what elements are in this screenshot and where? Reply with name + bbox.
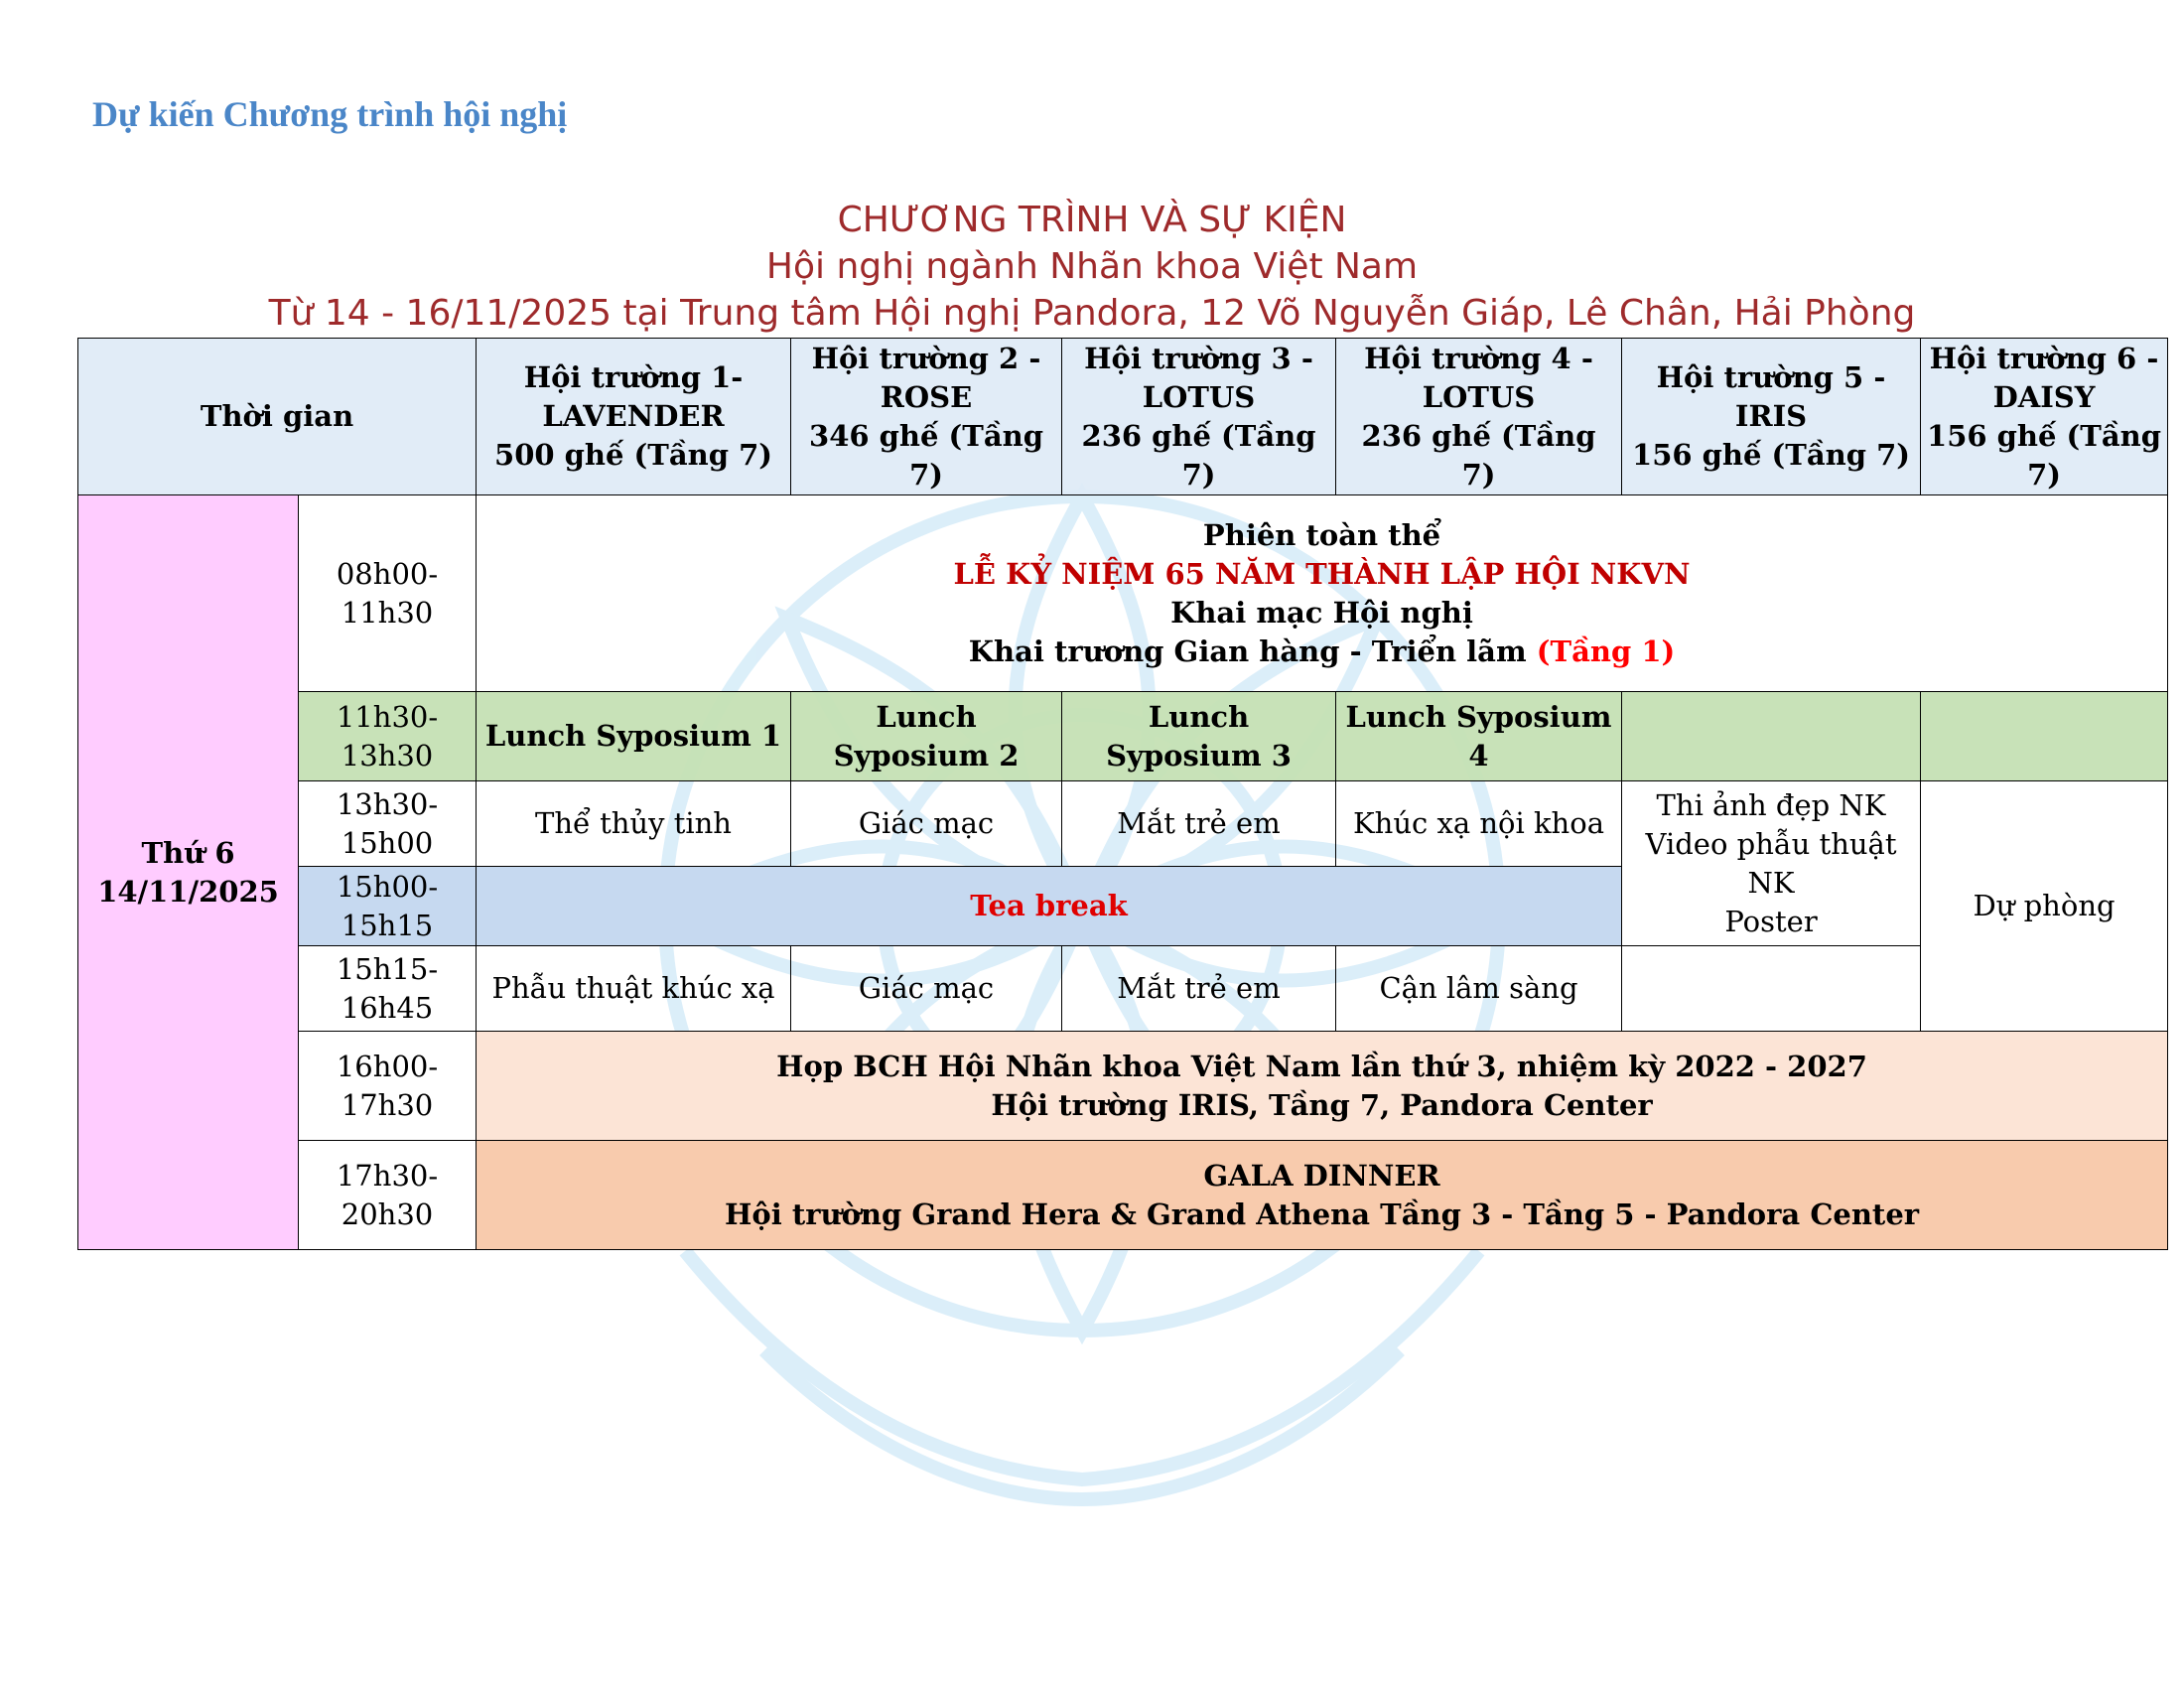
time-slot-4: 15h00-15h15 bbox=[299, 867, 477, 946]
lunch-symposium-1: Lunch Syposium 1 bbox=[477, 692, 791, 781]
lunch-symposium-3: Lunch Syposium 3 bbox=[1062, 692, 1336, 781]
plenary-session: Phiên toàn thể LỄ KỶ NIỆM 65 NĂM THÀNH LẬP HỘI NKVN Khai mạc Hội nghị Khai trương Gian hàng - Triển lãm (Tầng 1) bbox=[477, 495, 2168, 692]
lunch-row bbox=[78, 692, 2168, 781]
session-1-hall-1: Thể thủy tinh bbox=[477, 781, 791, 867]
session-2-hall-4: Cận lâm sàng bbox=[1336, 946, 1622, 1032]
heading-line-2: Hội nghị ngành Nhãn khoa Việt Nam bbox=[765, 246, 1419, 287]
lunch-empty-5 bbox=[1622, 692, 1921, 781]
time-header: Thời gian bbox=[78, 339, 477, 495]
hall-6-header: Hội trường 6 - DAISY 156 ghế (Tầng 7) bbox=[1921, 339, 2168, 495]
time-slot-5: 15h15-16h45 bbox=[299, 946, 477, 1032]
lunch-empty-6 bbox=[1921, 692, 2168, 781]
hall-2-header: Hội trường 2 - ROSE 346 ghế (Tầng 7) bbox=[791, 339, 1062, 495]
session-2-hall-3: Mắt trẻ em bbox=[1062, 946, 1336, 1032]
session-1-hall-2: Giác mạc bbox=[791, 781, 1062, 867]
time-slot-2: 11h30-13h30 bbox=[299, 692, 477, 781]
time-slot-3: 13h30-15h00 bbox=[299, 781, 477, 867]
time-slot-1: 08h00-11h30 bbox=[299, 495, 477, 692]
session-2-hall-2: Giác mạc bbox=[791, 946, 1062, 1032]
session-1-hall-4: Khúc xạ nội khoa bbox=[1336, 781, 1622, 867]
lunch-symposium-4: Lunch Syposium 4 bbox=[1336, 692, 1622, 781]
gala-row bbox=[78, 1141, 2168, 1250]
heading-line-1: CHƯƠNG TRÌNH VÀ SỰ KIỆN bbox=[837, 200, 1347, 240]
session-2-hall-5-empty bbox=[1622, 946, 1921, 1032]
intro-title: Dự kiến Chương trình hội nghị bbox=[92, 94, 568, 134]
session-1-row bbox=[78, 781, 2168, 867]
day-cell: Thứ 6 14/11/2025 bbox=[78, 495, 299, 1250]
plenary-row bbox=[78, 495, 2168, 692]
schedule-table bbox=[77, 338, 2168, 1250]
anniversary-title: LỄ KỶ NIỆM 65 NĂM THÀNH LẬP HỘI NKVN bbox=[953, 556, 1691, 591]
session-2-row bbox=[78, 946, 2168, 1032]
tea-break: Tea break bbox=[477, 867, 1622, 946]
time-slot-7: 17h30-20h30 bbox=[299, 1141, 477, 1250]
hall-3-header: Hội trường 3 - LOTUS 236 ghế (Tầng 7) bbox=[1062, 339, 1336, 495]
session-1-hall-3: Mắt trẻ em bbox=[1062, 781, 1336, 867]
event-heading bbox=[0, 197, 2184, 337]
floor-note: (Tầng 1) bbox=[1536, 633, 1676, 668]
hall-5-activities: Thi ảnh đẹp NK Video phẫu thuật NK Poster bbox=[1622, 781, 1921, 946]
hall-6-reserve: Dự phòng bbox=[1921, 781, 2168, 1032]
bch-meeting: Họp BCH Hội Nhãn khoa Việt Nam lần thứ 3, nhiệm kỳ 2022 - 2027 Hội trường IRIS, Tầng 7, Pandora Center bbox=[477, 1032, 2168, 1141]
gala-dinner: GALA DINNER Hội trường Grand Hera & Grand Athena Tầng 3 - Tầng 5 - Pandora Center bbox=[477, 1141, 2168, 1250]
hall-4-header: Hội trường 4 - LOTUS 236 ghế (Tầng 7) bbox=[1336, 339, 1622, 495]
hall-1-header: Hội trường 1- LAVENDER 500 ghế (Tầng 7) bbox=[477, 339, 791, 495]
bch-row bbox=[78, 1032, 2168, 1141]
heading-line-3: Từ 14 - 16/11/2025 tại Trung tâm Hội nghị Pandora, 12 Võ Nguyễn Giáp, Lê Chân, Hải Phòng bbox=[268, 293, 1916, 334]
hall-5-header: Hội trường 5 - IRIS 156 ghế (Tầng 7) bbox=[1622, 339, 1921, 495]
header-row bbox=[78, 339, 2168, 495]
session-2-hall-1: Phẫu thuật khúc xạ bbox=[477, 946, 791, 1032]
lunch-symposium-2: Lunch Syposium 2 bbox=[791, 692, 1062, 781]
time-slot-6: 16h00-17h30 bbox=[299, 1032, 477, 1141]
